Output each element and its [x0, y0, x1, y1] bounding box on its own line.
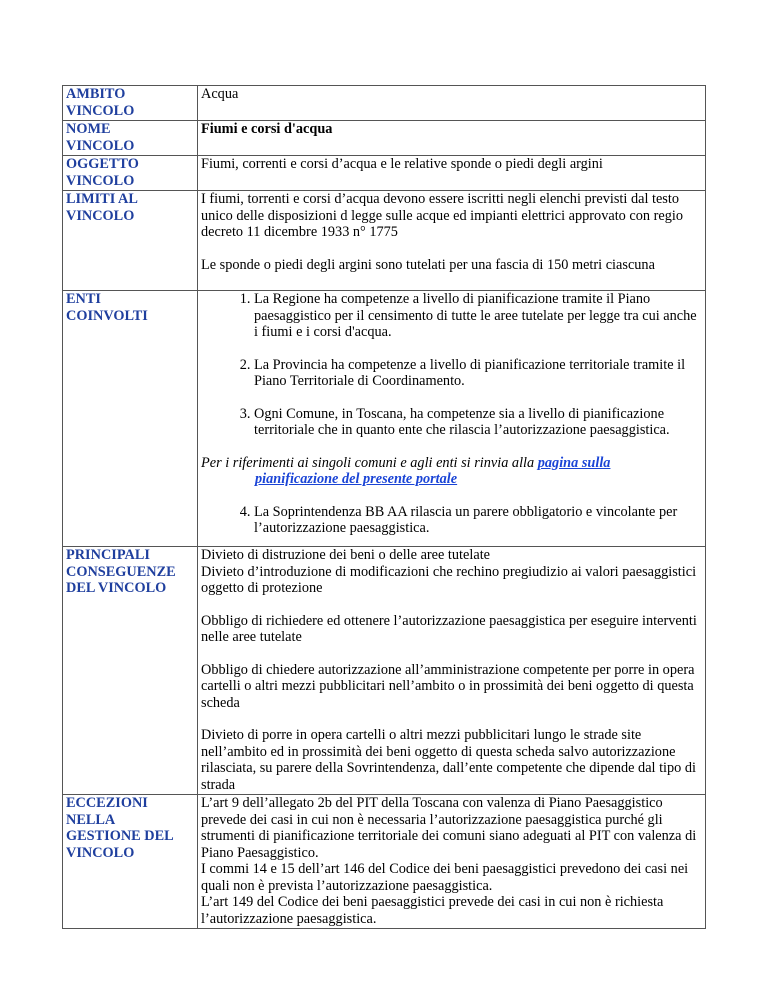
label-enti-line-1: ENTI — [66, 291, 101, 307]
pianificazione-link-part-2[interactable]: pianificazione del presente portale — [255, 471, 458, 487]
enti-item-2: 2. La Provincia ha competenze a livello di pianificazione territoriale tramite il Piano Territoriale di Coordinamento. — [254, 357, 702, 390]
conseguenze-para-2: Obbligo di richiedere ed ottenere l’autorizzazione paesaggistica per eseguire interventi nelle aree tutelate — [201, 612, 697, 645]
label-enti — [63, 291, 198, 547]
value-limiti — [198, 191, 706, 291]
value-oggetto — [198, 156, 706, 191]
row-conseguenze — [63, 547, 706, 795]
enti-note-text: Per i riferimenti ai singoli comuni e agli enti si rinvia alla — [201, 454, 538, 471]
label-eccezioni-line-3: GESTIONE DEL — [66, 828, 174, 844]
label-eccezioni-line-4: VINCOLO — [66, 844, 135, 861]
conseguenze-para-4: Divieto di porre in opera cartelli o altri mezzi pubblicitari lungo le strade site nell’ambito ed in prossimità dei beni oggetto di questa scheda salvo autorizzazione rilasciata, su parere della Sovrintendenza, dall’ente competente che dipende dal tipo di strada — [201, 727, 697, 793]
label-conseguenze-line-2: CONSEGUENZE — [66, 563, 176, 580]
label-ambito-line-1: AMBITO — [66, 86, 126, 102]
label-limiti-line-2: VINCOLO — [66, 207, 135, 224]
label-conseguenze — [63, 547, 198, 795]
value-ambito — [198, 86, 706, 121]
label-ambito — [63, 86, 198, 121]
label-limiti — [63, 191, 198, 291]
pianificazione-link-part-1[interactable]: pagina sulla — [537, 454, 611, 471]
limiti-para-1: I fiumi, torrenti e corsi d’acqua devono essere iscritti negli elenchi previsti dal testo unico delle disposizioni d legge sulle acque ed impianti elettrici approvato con regio decreto 11 dicembre 1933 n° 1775 — [201, 191, 683, 240]
label-oggetto — [63, 156, 198, 191]
value-nome — [198, 121, 706, 156]
label-enti-line-2: COINVOLTI — [66, 307, 148, 324]
row-oggetto — [63, 156, 706, 191]
label-nome — [63, 121, 198, 156]
enti-item-1: 1. La Regione ha competenze a livello di pianificazione tramite il Piano paesaggistico per il censimento di tutte le aree tutelate per legge tra cui anche i fiumi e i corsi d'acqua. — [254, 291, 702, 341]
label-eccezioni-line-2: NELLA — [66, 811, 116, 828]
conseguenze-para-3: Obbligo di chiedere autorizzazione all’amministrazione competente per porre in opera cartelli o altri mezzi pubblicitari nell’ambito o in prossimità dei beni oggetto di questa scheda — [201, 661, 695, 711]
value-ambito-text: Acqua — [201, 86, 239, 102]
label-limiti-line-1: LIMITI AL — [66, 191, 138, 207]
label-conseguenze-line-3: DEL VINCOLO — [66, 580, 167, 596]
row-limiti — [63, 191, 706, 291]
label-oggetto-line-1: OGGETTO — [66, 156, 139, 172]
conseguenze-line-1: Divieto di distruzione dei beni o delle aree tutelate — [201, 547, 491, 563]
enti-note — [201, 455, 702, 488]
value-eccezioni — [198, 795, 706, 929]
eccezioni-para-1: L’art 9 dell’allegato 2b del PIT della Toscana con valenza di Piano Paesaggistico prevede dei casi in cui non è necessaria l’autorizzazione paesaggistica purché gli strumenti di pianificazione territoriale dei comuni siano adeguati al PIT con valenza di Piano Paesaggistico. — [201, 795, 697, 861]
value-nome-text: Fiumi e corsi d'acqua — [201, 121, 333, 137]
row-ambito — [63, 86, 706, 121]
enti-item-3: 3. Ogni Comune, in Toscana, ha competenze sia a livello di pianificazione territoriale che in quanto ente che rilascia l’autorizzazione paesaggistica. — [254, 406, 702, 439]
eccezioni-para-2: I commi 14 e 15 dell’art 146 del Codice dei beni paesaggistici prevedono dei casi nei quali non è prevista l’autorizzazione paesaggistica. — [201, 861, 689, 894]
row-enti — [63, 291, 706, 547]
vincolo-table — [62, 85, 706, 929]
value-enti — [198, 291, 706, 547]
label-oggetto-line-2: VINCOLO — [66, 172, 135, 189]
row-nome — [63, 121, 706, 156]
label-eccezioni-line-1: ECCEZIONI — [66, 795, 148, 811]
value-oggetto-text: Fiumi, correnti e corsi d’acqua e le relative sponde o piedi degli argini — [201, 156, 603, 172]
value-conseguenze — [198, 547, 706, 795]
enti-list — [201, 291, 702, 439]
enti-list-continued — [201, 504, 702, 537]
enti-item-4: 4. La Soprintendenza BB AA rilascia un parere obbligatorio e vincolante per l’autorizzazione paesaggistica. — [254, 504, 702, 537]
label-nome-line-1: NOME — [66, 121, 111, 137]
eccezioni-para-3: L’art 149 del Codice dei beni paesaggistici prevede dei casi in cui non è richiesta l’autorizzazione paesaggistica. — [201, 894, 664, 927]
label-eccezioni — [63, 795, 198, 929]
label-ambito-line-2: VINCOLO — [66, 102, 135, 119]
label-conseguenze-line-1: PRINCIPALI — [66, 547, 150, 563]
conseguenze-line-2: Divieto d’introduzione di modificazioni che rechino pregiudizio ai valori paesaggistici oggetto di protezione — [201, 563, 697, 596]
label-nome-line-2: VINCOLO — [66, 137, 135, 154]
limiti-para-2: Le sponde o piedi degli argini sono tutelati per una fascia di 150 metri ciascuna — [201, 256, 655, 273]
row-eccezioni — [63, 795, 706, 929]
